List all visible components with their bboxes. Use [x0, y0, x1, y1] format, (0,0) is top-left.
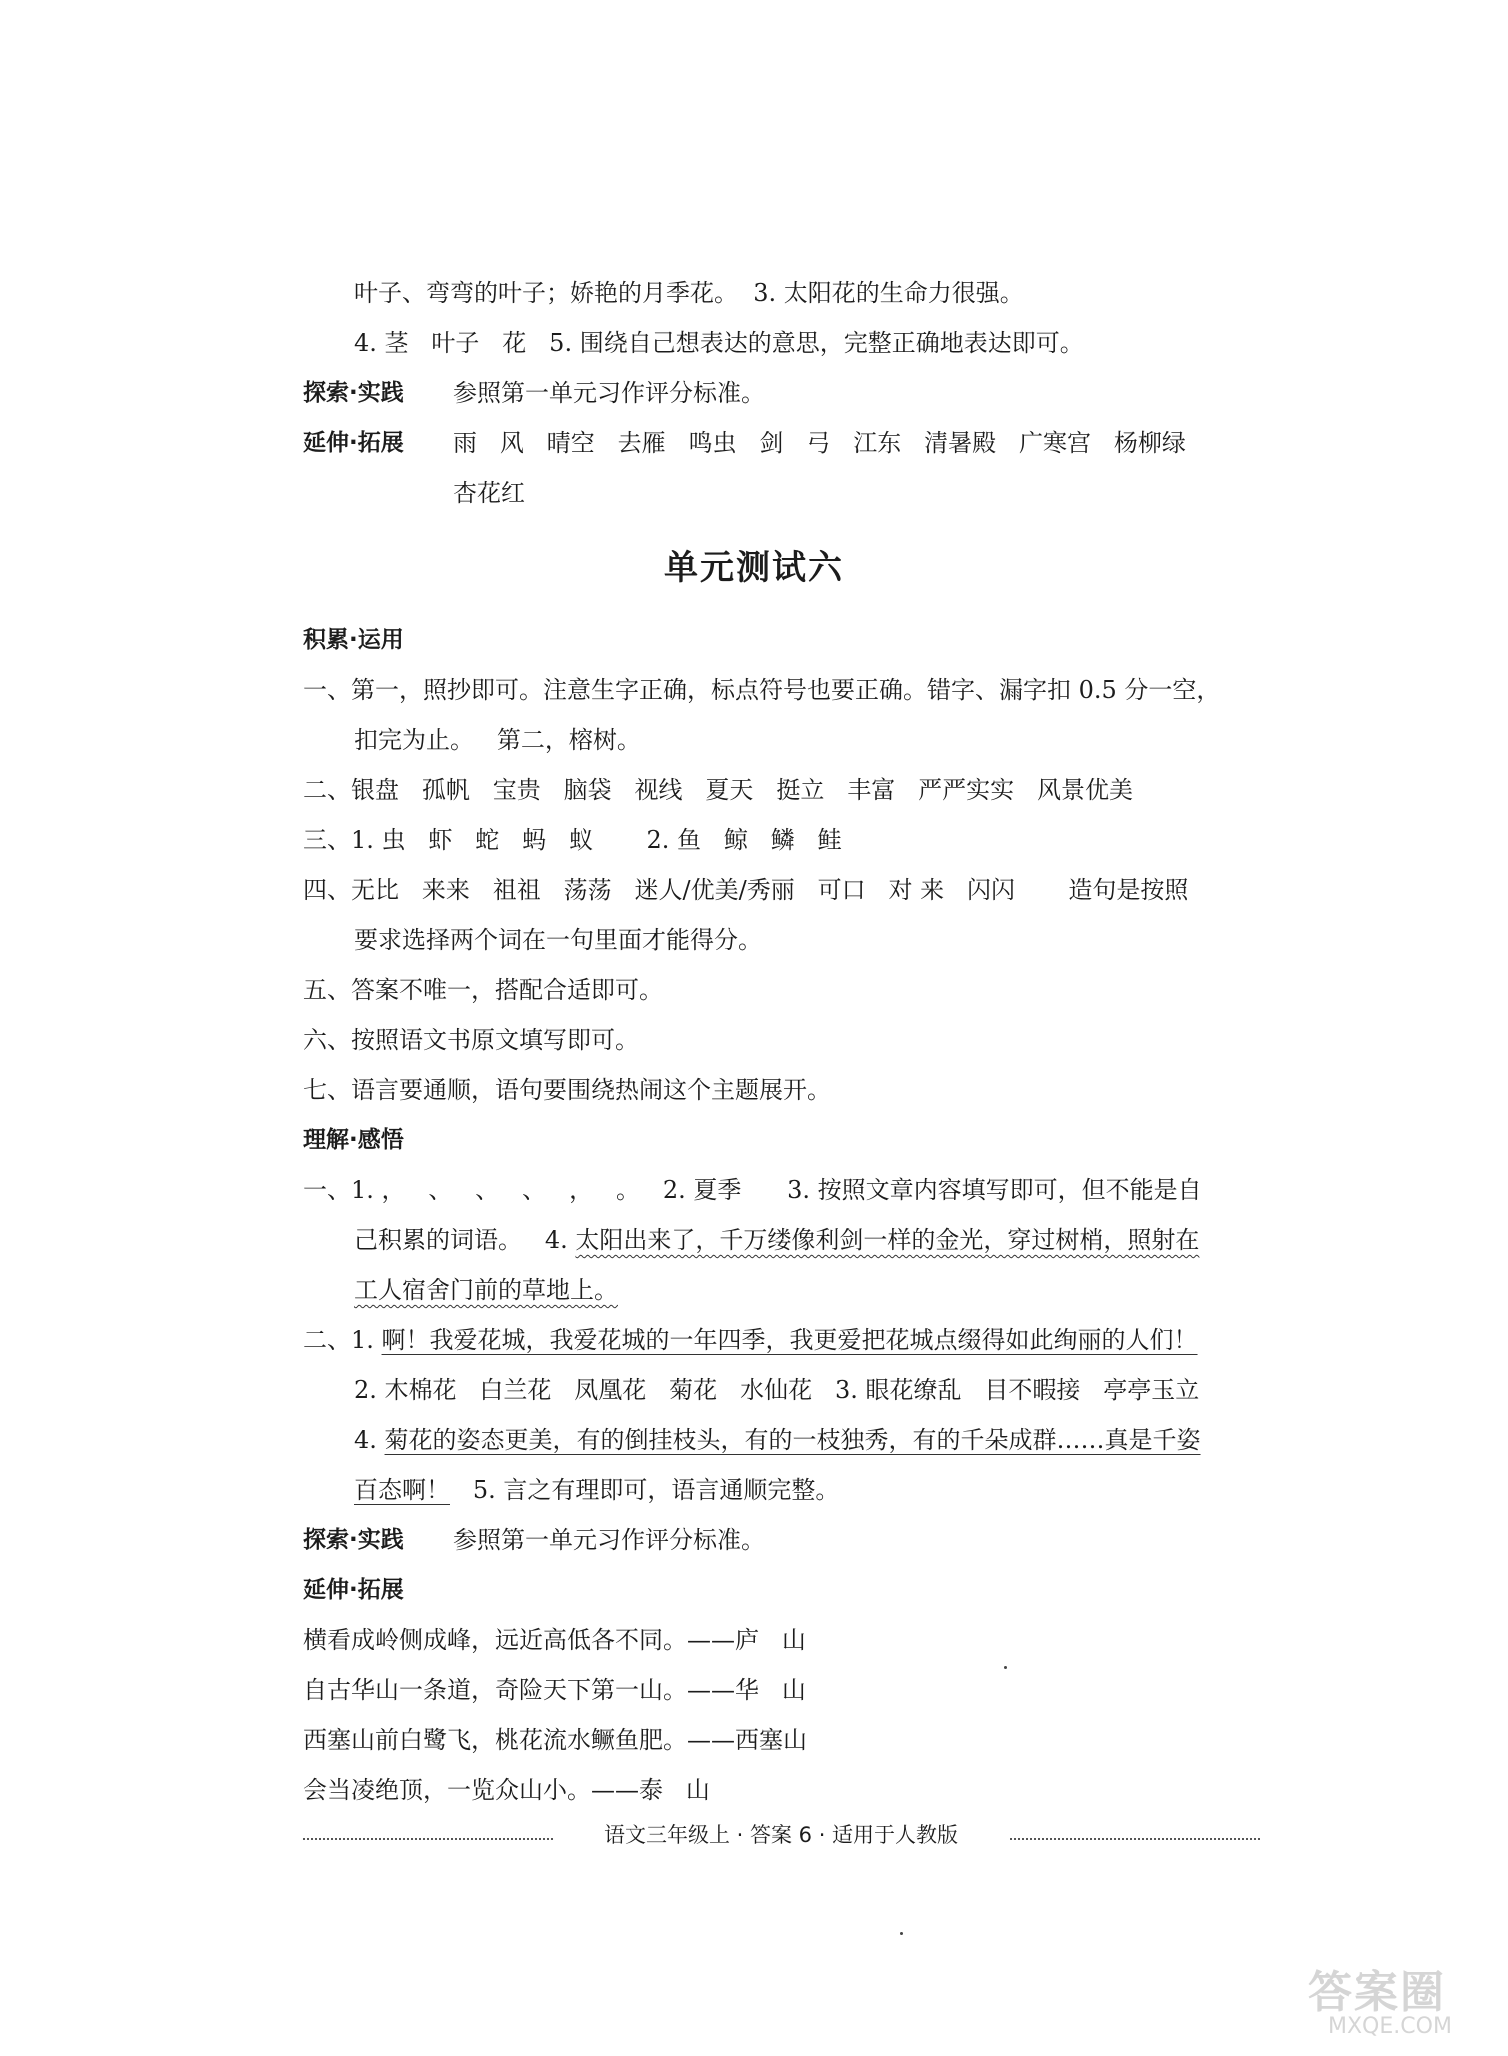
extend-text-1: 雨 风 晴空 去雁 鸣虫 剑 弓 江东 清暑殿 广寒宫 杨柳绿 [453, 429, 1186, 457]
extend-label-2: 延伸·拓展 [303, 1577, 404, 1603]
accumulate-q6: 六、按照语文书原文填写即可。 [303, 1026, 639, 1054]
page-footer: 语文三年级上 · 答案 6 · 适用于人教版 [603, 1823, 959, 1847]
understand-q2-line-4-suffix: 5. 言之有理即可，语言通顺完整。 [450, 1476, 840, 1504]
accumulate-q1-line-2: 扣完为止。 第二，榕树。 [354, 726, 641, 754]
understand-q2-line-2: 2. 木棉花 白兰花 凤凰花 菊花 水仙花 3. 眼花缭乱 目不暇接 亭亭玉立 [354, 1376, 1200, 1404]
scan-speck [900, 1932, 903, 1935]
accumulate-q4-line-1: 四、无比 来来 祖祖 荡荡 迷人/优美/秀丽 可口 对 来 闪闪 造句是按照 [303, 876, 1189, 904]
wavy-underlined-answer-cont: 工人宿舍门前的草地上。 [354, 1276, 618, 1304]
understand-q2-line-4 [354, 1473, 839, 1507]
accumulate-q5: 五、答案不唯一，搭配合适即可。 [303, 976, 663, 1004]
accumulate-q2: 二、银盘 孤帆 宝贵 脑袋 视线 夏天 挺立 丰富 严严实实 风景优美 [303, 776, 1133, 804]
prev-answer-line-1: 叶子、弯弯的叶子；娇艳的月季花。 3. 太阳花的生命力很强。 [354, 279, 1024, 307]
watermark-logo [1268, 1956, 1498, 2046]
footer-dotted-rule-right [1010, 1838, 1260, 1840]
understand-q2-prefix: 二、1. [303, 1326, 382, 1354]
poem-line: 横看成岭侧成峰，远近高低各不同。——庐 山 [303, 1626, 806, 1654]
explore-label-2: 探索·实践 [303, 1527, 404, 1553]
accumulate-q7: 七、语言要通顺，语句要围绕热闹这个主题展开。 [303, 1076, 831, 1104]
underlined-answer-2: 菊花的姿态更美，有的倒挂枝头，有的一枝独秀，有的千朵成群……真是千姿 [384, 1426, 1201, 1454]
explore-text-2: 参照第一单元习作评分标准。 [453, 1526, 765, 1554]
poem-line: 西塞山前白鹭飞，桃花流水鳜鱼肥。——西塞山 [303, 1726, 807, 1754]
scan-speck [1004, 1666, 1007, 1669]
understand-q1-line-3 [354, 1273, 618, 1307]
extend-label-1: 延伸·拓展 [303, 430, 404, 456]
unit-title: 单元测试六 [664, 548, 844, 588]
explore-label-1: 探索·实践 [303, 380, 404, 406]
understand-q2-line-3 [354, 1423, 1201, 1457]
poem-line: 会当凌绝顶，一览众山小。——泰 山 [303, 1776, 710, 1804]
prev-answer-line-2: 4. 茎 叶子 花 5. 围绕自己想表达的意思，完整正确地表达即可。 [354, 329, 1084, 357]
underlined-answer-2-cont: 百态啊！ [354, 1476, 450, 1504]
accumulate-label: 积累·运用 [303, 627, 404, 653]
accumulate-q1-line-1: 一、第一，照抄即可。注意生字正确，标点符号也要正确。错字、漏字扣 0.5 分一空， [303, 676, 1221, 704]
understand-label: 理解·感悟 [303, 1127, 404, 1153]
underlined-answer-1: 啊！我爱花城，我爱花城的一年四季，我更爱把花城点缀得如此绚丽的人们！ [381, 1326, 1198, 1354]
understand-q2-line-3-prefix: 4. [354, 1426, 385, 1454]
understand-q1-line-2 [354, 1223, 1199, 1257]
explore-text-1: 参照第一单元习作评分标准。 [453, 379, 765, 407]
understand-q1-line-1: 一、1. ， 、 、 、 ， 。 2. 夏季 3. 按照文章内容填写即可，但不能是自 [303, 1176, 1202, 1204]
understand-q1-line-2-prefix: 己积累的词语。 4. [354, 1226, 576, 1254]
wavy-underlined-answer: 太阳出来了，千万缕像利剑一样的金光，穿过树梢，照射在 [575, 1226, 1200, 1254]
accumulate-q4-line-2: 要求选择两个词在一句里面才能得分。 [354, 926, 762, 954]
watermark-text: 答案圈 [1308, 1967, 1446, 2018]
footer-dotted-rule-left [303, 1838, 553, 1840]
understand-q2-line-1 [303, 1323, 1198, 1357]
extend-text-1b: 杏花红 [453, 479, 525, 507]
poem-line: 自古华山一条道，奇险天下第一山。——华 山 [303, 1676, 806, 1704]
accumulate-q3: 三、1. 虫 虾 蛇 蚂 蚁 2. 鱼 鲸 鳞 鲑 [303, 826, 842, 854]
watermark-url: MXQE.COM [1328, 2014, 1452, 2039]
